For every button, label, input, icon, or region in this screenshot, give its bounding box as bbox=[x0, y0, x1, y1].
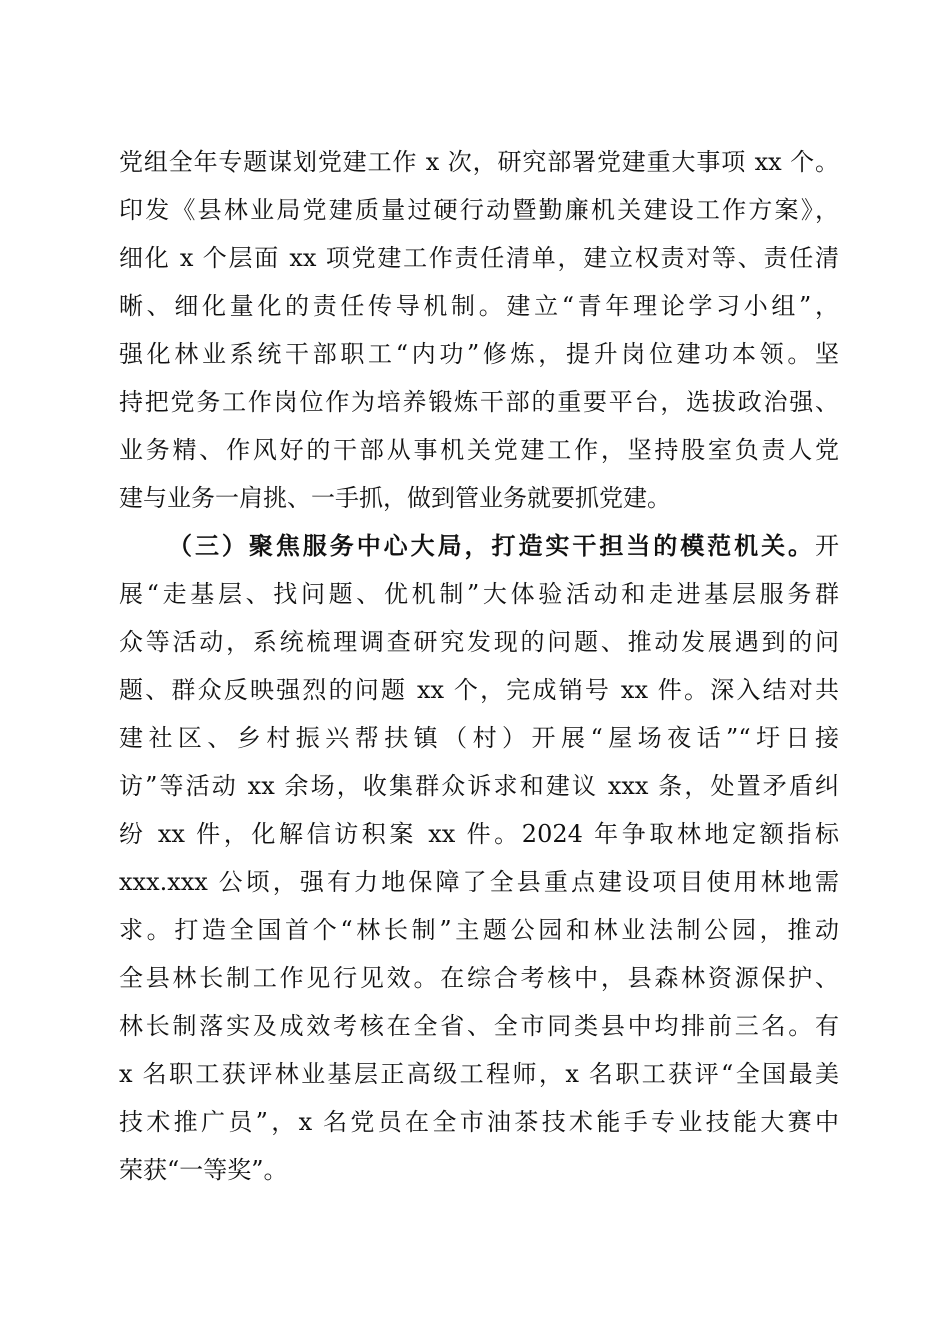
paragraph-line: 印发《县林业局党建质量过硬行动暨勤廉机关建设工作方案》， bbox=[119, 196, 839, 224]
paragraph-line: 强化林业系统干部职工“内功”修炼，提升岗位建功本领。坚 bbox=[119, 340, 839, 368]
paragraph-line: 持把党务工作岗位作为培养锻炼干部的重要平台，选拔政治强、 bbox=[119, 388, 839, 416]
paragraph-line: 党组全年专题谋划党建工作 x 次，研究部署党建重大事项 xx 个。 bbox=[119, 148, 839, 176]
paragraph-line: xxx.xxx 公顷，强有力地保障了全县重点建设项目使用林地需 bbox=[119, 868, 839, 896]
paragraph-line: 求。打造全国首个“林长制”主题公园和林业法制公园，推动 bbox=[119, 916, 839, 944]
paragraph-line: 题、群众反映强烈的问题 xx 个，完成销号 xx 件。深入结对共 bbox=[119, 676, 839, 704]
paragraph-line: 展“走基层、找问题、优机制”大体验活动和走进基层服务群 bbox=[119, 580, 839, 608]
paragraph-line: 全县林长制工作见行见效。在综合考核中，县森林资源保护、 bbox=[119, 964, 839, 992]
paragraph-line: x 名职工获评林业基层正高级工程师，x 名职工获评“全国最美 bbox=[119, 1060, 839, 1088]
paragraph-line: 荣获“一等奖”。 bbox=[119, 1156, 288, 1184]
paragraph-line: 访”等活动 xx 余场，收集群众诉求和建议 xxx 条，处置矛盾纠 bbox=[119, 772, 839, 800]
paragraph-line: 细化 x 个层面 xx 项党建工作责任清单，建立权责对等、责任清 bbox=[119, 244, 839, 272]
paragraph-line: 纷 xx 件，化解信访积案 xx 件。2024 年争取林地定额指标 bbox=[119, 820, 839, 848]
paragraph-line: 建社区、乡村振兴帮扶镇（村）开展“屋场夜话”“圩日接 bbox=[119, 724, 839, 752]
heading-line-tail: 开 bbox=[815, 532, 839, 560]
paragraph-line: 建与业务一肩挑、一手抓，做到管业务就要抓党建。 bbox=[119, 484, 671, 512]
paragraph-line: 众等活动，系统梳理调查研究发现的问题、推动发展遇到的问 bbox=[119, 628, 839, 656]
section-heading-line bbox=[168, 526, 839, 566]
paragraph-line: 林长制落实及成效考核在全省、全市同类县中均排前三名。有 bbox=[119, 1012, 839, 1040]
section-heading: （三）聚焦服务中心大局，打造实干担当的模范机关。 bbox=[168, 531, 815, 560]
paragraph-line: 业务精、作风好的干部从事机关党建工作，坚持股室负责人党 bbox=[119, 436, 839, 464]
paragraph-line: 晰、细化量化的责任传导机制。建立“青年理论学习小组”， bbox=[119, 292, 839, 320]
paragraph-line: 技术推广员”，x 名党员在全市油茶技术能手专业技能大赛中 bbox=[119, 1108, 839, 1136]
